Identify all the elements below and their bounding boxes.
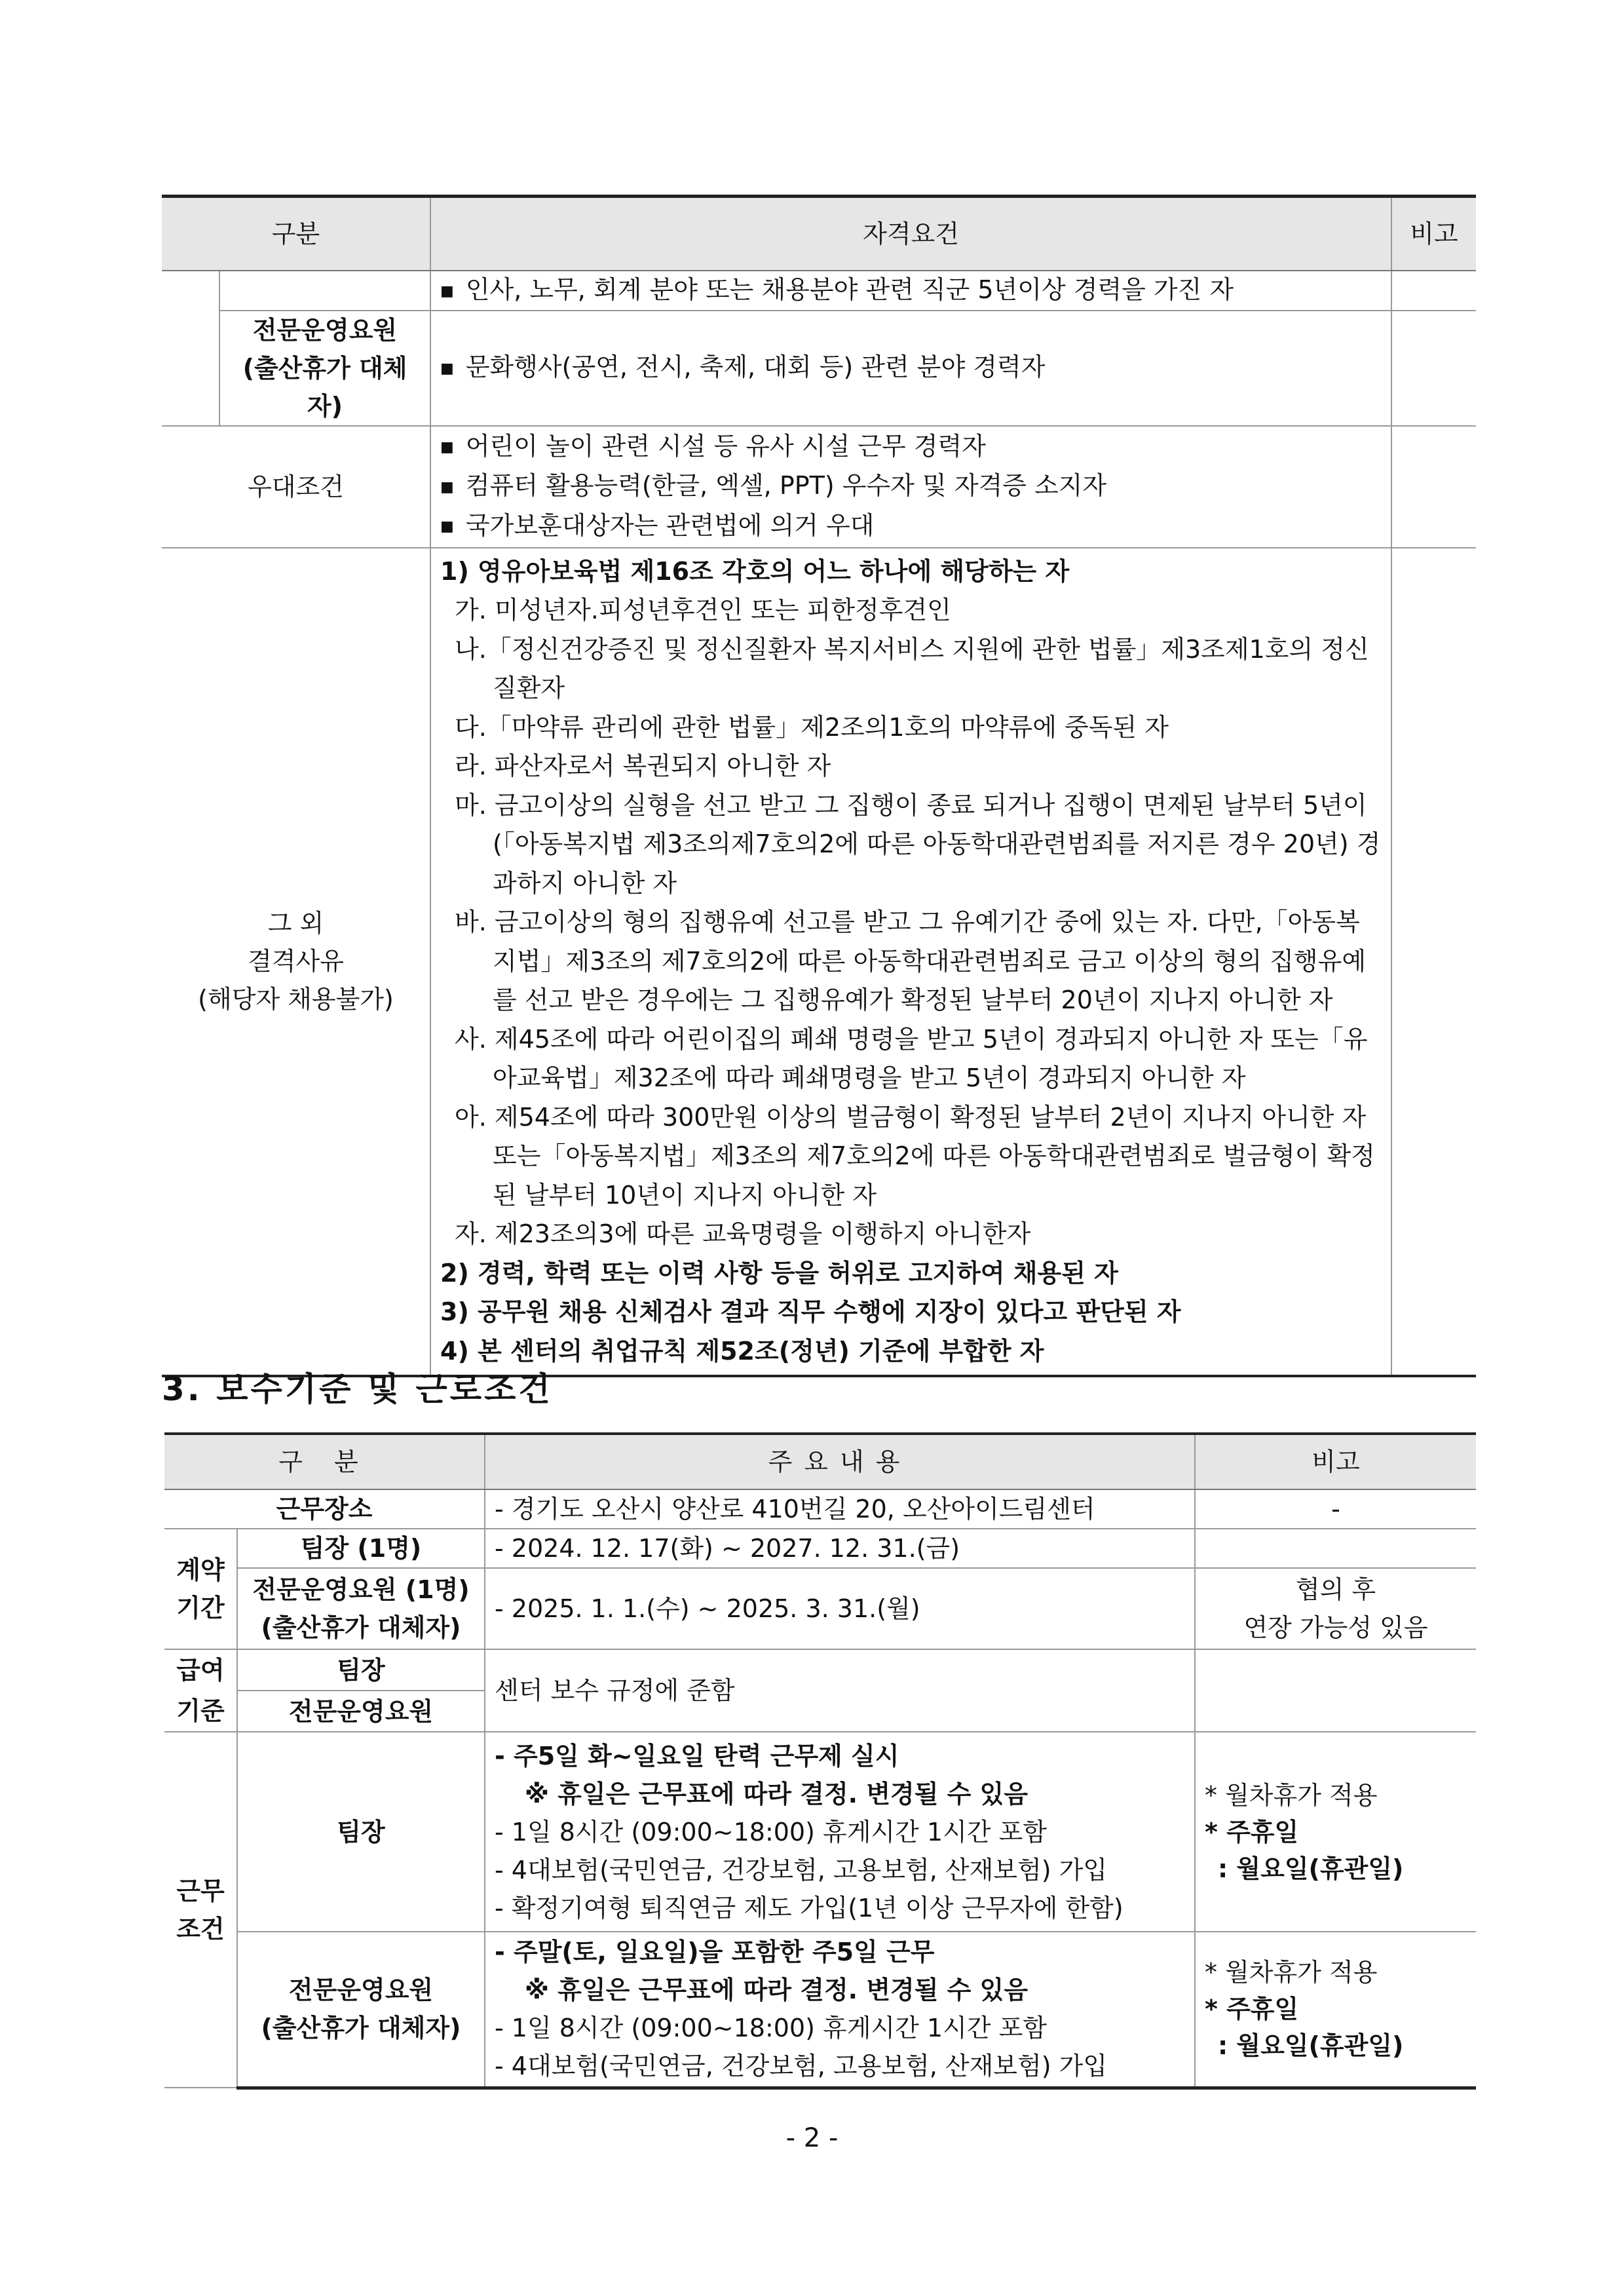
work-group-label [164, 1732, 237, 2088]
requirement-text: ■ 문화행사(공연, 전시, 축제, 대회 등) 관련 분야 경력자 [440, 353, 1045, 381]
table-header-row [164, 1434, 1476, 1489]
contract-note [1195, 1568, 1476, 1649]
label-line: (출산휴가 대체자) [261, 2014, 461, 2043]
list-item: 라. 파산자로서 복권되지 아니한 자 [455, 752, 831, 780]
specialist-label [237, 1568, 485, 1649]
table-row [162, 271, 1476, 311]
salary-leader-label: 팀장 [237, 1649, 485, 1691]
table-row [162, 311, 1476, 426]
list-item: 4) 본 센터의 취업규칙 제52조(정년) 기준에 부합한 자 [440, 1336, 1044, 1366]
work-specialist-label [237, 1932, 485, 2088]
list-item: 가. 미성년자.피성년후견인 또는 피한정후견인 [455, 596, 951, 624]
salary-conditions-table [164, 1432, 1476, 2090]
header-note: 비고 [1391, 197, 1476, 271]
list-item: ■ 국가보훈대상자는 관련법에 의거 우대 [440, 507, 1382, 546]
salary-specialist-label: 전문운영요원 [237, 1691, 485, 1732]
note-cell [1391, 426, 1476, 548]
work-leader-note [1195, 1732, 1476, 1932]
note-cell [1391, 271, 1476, 311]
table-row [164, 1568, 1476, 1649]
note-line: * 월차휴가 적용 [1205, 1958, 1378, 1987]
list-item: 1) 영유아보육법 제16조 각호의 어느 하나에 해당하는 자 [440, 556, 1070, 586]
disqualification-label [162, 548, 430, 1377]
list-item: 3) 공무원 채용 신체검사 결과 직무 수행에 지장이 있다고 판단된 자 [440, 1297, 1181, 1326]
table-row [164, 1489, 1476, 1529]
leader-label: 팀장 (1명) [237, 1529, 485, 1568]
label-line: 조건 [176, 1914, 225, 1943]
table-header-row [162, 197, 1476, 271]
label-line: 계약 [176, 1556, 225, 1584]
preferential-items [430, 426, 1391, 548]
salary-value: 센터 보수 규정에 준함 [485, 1649, 1195, 1732]
list-item: 다.「마약류 관리에 관한 법률」제2조의1호의 마약류에 중독된 자 [455, 712, 1169, 742]
table-row [164, 1932, 1476, 2088]
header-requirements: 자격요건 [430, 197, 1391, 271]
work-specialist-items [485, 1932, 1195, 2088]
label-line: 전문운영요원 [252, 315, 398, 345]
label-line: 기준 [176, 1696, 225, 1725]
disqualification-items [430, 548, 1391, 1377]
label-line: 그 외 [267, 909, 324, 938]
note-line: * 주휴일 [1205, 1995, 1299, 2024]
list-item: ■ 컴퓨터 활용능력(한글, 엑셀, PPT) 우수자 및 자격증 소지자 [440, 467, 1382, 507]
table-row [164, 1649, 1476, 1691]
list-item: - 주말(토, 일요일)을 포함한 주5일 근무 [495, 1938, 935, 1967]
salary-group-label [164, 1649, 237, 1732]
list-item: - 4대보험(국민연금, 건강보험, 고용보험, 산재보험) 가입 [495, 2052, 1108, 2081]
list-item: - 주5일 화~일요일 탄력 근무제 실시 [495, 1741, 899, 1770]
qualification-table [162, 195, 1476, 1377]
empty-label-cell [219, 271, 430, 311]
header-category: 구 분 [164, 1434, 485, 1489]
specialist-period: - 2025. 1. 1.(수) ~ 2025. 3. 31.(월) [485, 1568, 1195, 1649]
label-line: (출산휴가 대체자) [261, 1613, 461, 1642]
label-line: (해당자 채용불가) [198, 985, 394, 1014]
table-row [164, 1529, 1476, 1568]
label-line: 급여 [176, 1656, 225, 1685]
header-note: 비고 [1195, 1434, 1476, 1489]
specialist-label [219, 311, 430, 426]
list-item: ■ 어린이 놀이 관련 시설 등 유사 시설 근무 경력자 [440, 427, 1382, 467]
indent-cell [162, 271, 219, 311]
list-item: - 4대보험(국민연금, 건강보험, 고용보험, 산재보험) 가입 [495, 1855, 1108, 1885]
list-item: - 확정기여형 퇴직연금 제도 가입(1년 이상 근무자에 한함) [495, 1893, 1124, 1923]
list-item: ※ 휴일은 근무표에 따라 결정. 변경될 수 있음 [525, 1779, 1029, 1808]
list-item: 사. 제45조에 따라 어린이집의 폐쇄 명령을 받고 5년이 경과되지 아니한 자 또는「유아교육법」제32조에 따라 폐쇄명령을 받고 5년이 경과되지 아니한 자 [455, 1024, 1368, 1092]
label-line: 전문운영요원 [288, 1976, 434, 2005]
label-line: 근무 [176, 1876, 225, 1905]
table-row [162, 426, 1476, 548]
note-line: 협의 후 [1295, 1575, 1376, 1604]
work-specialist-note [1195, 1932, 1476, 2088]
page-number: - 2 - [785, 2123, 839, 2153]
table-row [162, 548, 1476, 1377]
workplace-label: 근무장소 [164, 1489, 485, 1529]
leader-period: - 2024. 12. 17(화) ~ 2027. 12. 31.(금) [485, 1529, 1195, 1568]
note-cell [1391, 311, 1476, 426]
section-title: 3. 보수기준 및 근로조건 [162, 1370, 553, 1408]
list-item: 나.「정신건강증진 및 정신질환자 복지서비스 지원에 관한 법률」제3조제1호의 정신질환자 [455, 634, 1369, 702]
note-cell [1195, 1529, 1476, 1568]
list-item: - 1일 8시간 (09:00~18:00) 휴게시간 1시간 포함 [495, 2014, 1048, 2043]
note-line: : 월요일(휴관일) [1218, 2031, 1404, 2061]
header-category: 구분 [162, 197, 430, 271]
label-line: (출산휴가 대체자) [242, 353, 407, 421]
list-item: 2) 경력, 학력 또는 이력 사항 등을 허위로 고지하여 채용된 자 [440, 1258, 1118, 1288]
contract-group-label [164, 1529, 237, 1649]
indent-cell [162, 311, 219, 426]
note-line: * 월차휴가 적용 [1205, 1780, 1378, 1810]
requirement-text: ■ 인사, 노무, 회계 분야 또는 채용분야 관련 직군 5년이상 경력을 가진 자 [440, 275, 1234, 304]
work-leader-label: 팀장 [237, 1732, 485, 1932]
header-content: 주요내용 [485, 1434, 1195, 1489]
workplace-value: - 경기도 오산시 양산로 410번길 20, 오산아이드림센터 [485, 1489, 1195, 1529]
list-item: 바. 금고이상의 형의 집행유예 선고를 받고 그 유예기간 중에 있는 자. 다만,「아동복지법」제3조의 제7호의2에 따른 아동학대관련범죄로 금고 이상의 형의 집행유예를 선고 받은 경우에는 그 집행유예가 확정된 날부터 20년이 지나지 아니한 자 [455, 908, 1367, 1014]
note-line: * 주휴일 [1205, 1817, 1299, 1846]
list-item: 마. 금고이상의 실형을 선고 받고 그 집행이 종료 되거나 집행이 면제된 날부터 5년이(「아동복지법 제3조의제7호의2에 따른 아동학대관련범죄를 저지른 경우 20년) 경과하지 아니한 자 [455, 790, 1381, 898]
list-item: 자. 제23조의3에 따른 교육명령을 이행하지 아니한자 [455, 1219, 1031, 1248]
list-item: 아. 제54조에 따라 300만원 이상의 벌금형이 확정된 날부터 2년이 지나지 아니한 자 또는「아동복지법」제3조의 제7호의2에 따른 아동학대관련범죄로 벌금형이 확정된 날부터 10년이 지나지 아니한 자 [455, 1102, 1375, 1210]
label-line: 전문운영요원 (1명) [252, 1575, 470, 1604]
preferential-label: 우대조건 [162, 426, 430, 548]
note-cell [1195, 1649, 1476, 1732]
workplace-note: - [1195, 1489, 1476, 1529]
requirement-cell [430, 271, 1391, 311]
list-item: ※ 휴일은 근무표에 따라 결정. 변경될 수 있음 [525, 1976, 1029, 2005]
label-line: 기간 [176, 1594, 225, 1622]
note-cell [1391, 548, 1476, 1377]
list-item: - 1일 8시간 (09:00~18:00) 휴게시간 1시간 포함 [495, 1817, 1048, 1846]
table-row [164, 1732, 1476, 1932]
work-leader-items [485, 1732, 1195, 1932]
requirement-cell [430, 311, 1391, 426]
note-line: : 월요일(휴관일) [1218, 1854, 1404, 1883]
label-line: 결격사유 [248, 947, 344, 976]
note-line: 연장 가능성 있음 [1243, 1613, 1428, 1642]
